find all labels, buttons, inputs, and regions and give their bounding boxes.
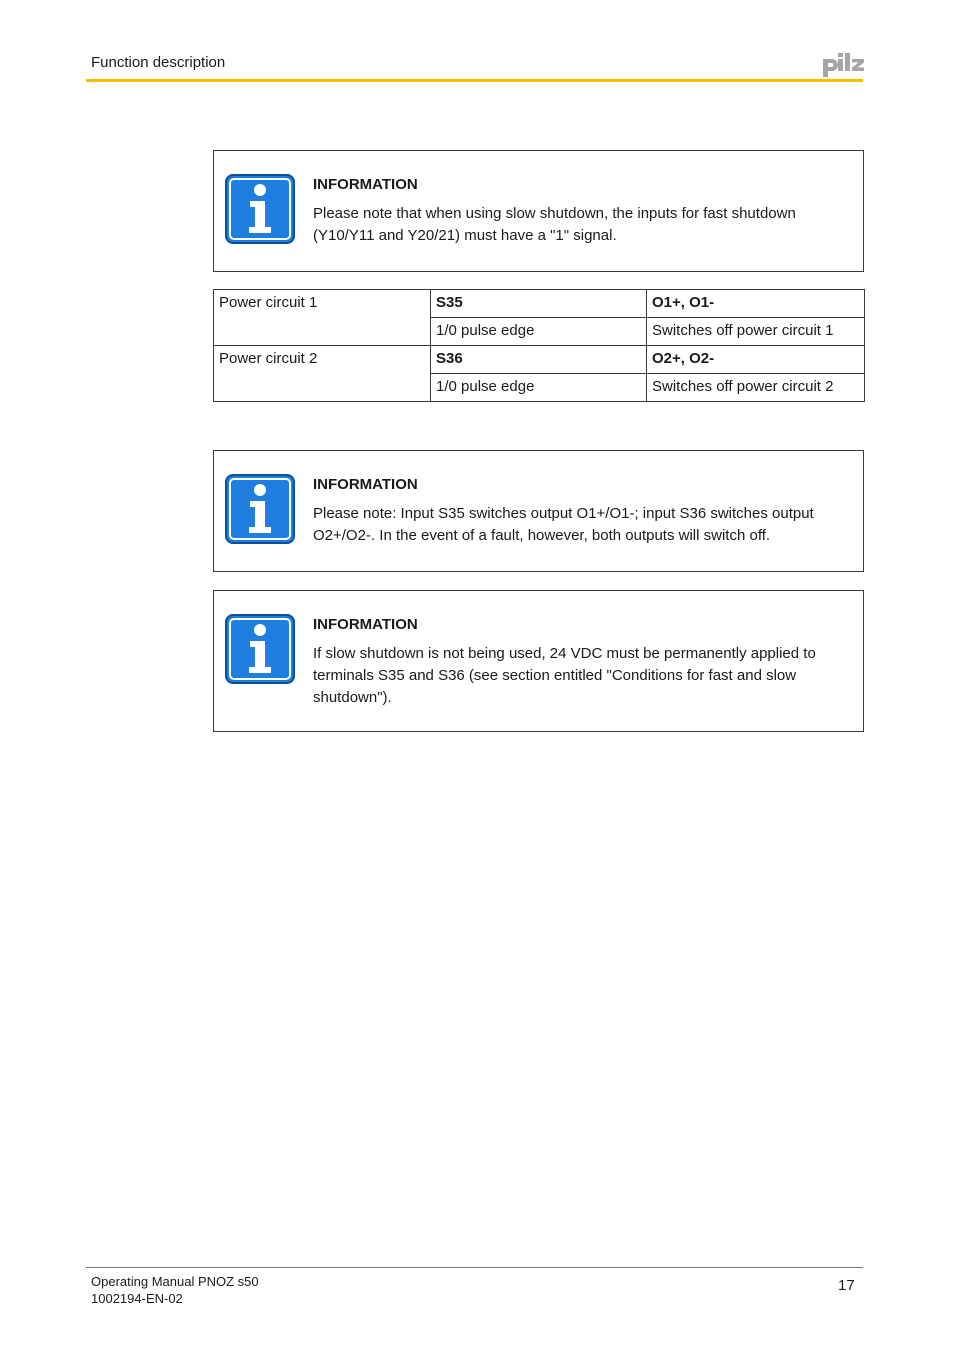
info-heading: INFORMATION	[313, 476, 418, 493]
table-row	[214, 290, 865, 318]
table-cell-input: S36	[431, 346, 647, 374]
info-text: Please note that when using slow shutdown, the inputs for fast shutdown (Y10/Y11 and Y20/21) must have a "1" signal.	[313, 205, 796, 244]
section-title: Function description	[91, 54, 226, 71]
information-icon	[225, 474, 295, 544]
table-cell-effect: Switches off power circuit 1	[647, 318, 865, 346]
page-number: 17	[838, 1277, 855, 1294]
table-cell-trigger: 1/0 pulse edge	[431, 374, 647, 402]
pilz-logo-icon	[821, 51, 865, 77]
information-icon	[225, 174, 295, 244]
table-cell-trigger: 1/0 pulse edge	[431, 318, 647, 346]
manual-title: Operating Manual PNOZ s50	[91, 1274, 259, 1289]
table-cell-circuit: Power circuit 2	[214, 346, 431, 402]
footer-doc-info	[91, 1273, 259, 1307]
table-cell-outputs: O2+, O2-	[647, 346, 865, 374]
table-cell-effect: Switches off power circuit 2	[647, 374, 865, 402]
info-box-fast-shutdown	[213, 150, 864, 272]
info-box-slow-shutdown-unused	[213, 590, 864, 732]
info-text: Please note: Input S35 switches output O1+/O1-; input S36 switches output O2+/O2-. In the event of a fault, however, both outputs will switch off.	[313, 505, 814, 544]
info-text: If slow shutdown is not being used, 24 VDC must be permanently applied to terminals S35 and S36 (see section entitled "Conditions for fast and slow shutdown").	[313, 645, 816, 706]
table-cell-outputs: O1+, O1-	[647, 290, 865, 318]
info-heading: INFORMATION	[313, 616, 418, 633]
header-rule	[86, 79, 863, 82]
table-cell-input: S35	[431, 290, 647, 318]
info-heading: INFORMATION	[313, 176, 418, 193]
footer-rule	[86, 1267, 863, 1268]
information-icon	[225, 614, 295, 684]
power-circuit-table	[213, 289, 865, 402]
table-cell-circuit: Power circuit 1	[214, 290, 431, 346]
table-row	[214, 346, 865, 374]
document-number: 1002194-EN-02	[91, 1291, 183, 1306]
info-box-output-switching	[213, 450, 864, 572]
